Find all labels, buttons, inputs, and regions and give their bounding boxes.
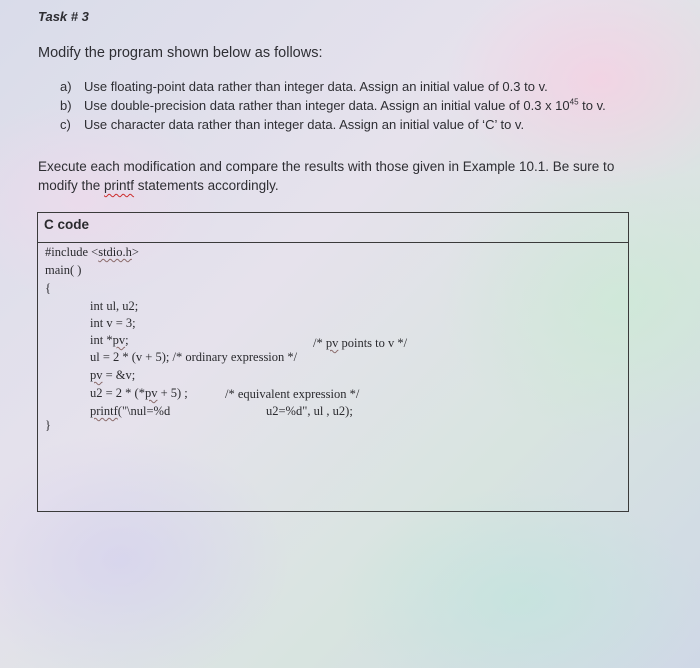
intro-text: Modify the program shown below as follows: bbox=[38, 45, 323, 61]
code-decl-1: int ul, u2; bbox=[90, 299, 139, 313]
code-include-line bbox=[45, 245, 139, 260]
code-comment-pv bbox=[313, 336, 407, 351]
step-letter: a) bbox=[60, 79, 72, 94]
code-header-label: C code bbox=[44, 217, 90, 232]
stmt3-var: pv bbox=[144, 386, 158, 400]
code-printf-line bbox=[90, 404, 170, 419]
step-text: Use character data rather than integer data. Assign an initial value of ‘C’ to v. bbox=[84, 117, 525, 132]
code-stmt-3 bbox=[90, 386, 188, 401]
step-exponent: 45 bbox=[569, 97, 579, 107]
comment-pv-prefix: /* bbox=[313, 336, 326, 350]
list-item bbox=[60, 115, 606, 134]
execute-instructions bbox=[38, 157, 648, 195]
code-main-line: main( ) bbox=[45, 263, 82, 277]
execute-line-1: Execute each modification and compare the results with those given in Example 10.1. Be sure to bbox=[38, 159, 615, 174]
stmt2-rest: = &v; bbox=[102, 368, 136, 382]
list-item bbox=[60, 96, 606, 115]
code-printf-tail: u2=%d", ul , u2); bbox=[266, 404, 353, 418]
include-prefix: #include < bbox=[45, 245, 99, 259]
code-decl-2: int v = 3; bbox=[90, 316, 136, 330]
printf-word: printf bbox=[104, 178, 135, 193]
code-close-brace: } bbox=[45, 418, 51, 432]
stmt2-var: pv bbox=[90, 368, 103, 382]
decl3-suffix: ; bbox=[125, 333, 129, 347]
modification-list bbox=[60, 77, 606, 134]
stmt3-prefix: u2 = 2 * (* bbox=[90, 386, 145, 400]
stmt3-suffix: + 5) ; bbox=[157, 386, 188, 400]
printf-call: printf bbox=[90, 404, 118, 418]
decl3-prefix: int * bbox=[90, 333, 113, 347]
printf-format: ("\nul=%d bbox=[117, 404, 171, 418]
code-stmt-2 bbox=[90, 368, 135, 383]
code-box bbox=[37, 212, 629, 512]
list-item bbox=[60, 77, 606, 96]
include-header: stdio.h bbox=[98, 245, 132, 259]
step-letter: c) bbox=[60, 117, 71, 132]
comment-pv-suffix: points to v */ bbox=[338, 336, 408, 350]
step-text: Use floating-point data rather than integer data. Assign an initial value of 0.3 to v. bbox=[84, 79, 548, 94]
code-stmt-1: ul = 2 * (v + 5); /* ordinary expression */ bbox=[90, 350, 298, 364]
execute-line-2-before: modify the bbox=[38, 178, 105, 193]
execute-line-2-after: statements accordingly. bbox=[134, 178, 279, 193]
code-header bbox=[38, 213, 628, 243]
comment-pv-var: pv bbox=[325, 336, 339, 350]
code-decl-3 bbox=[90, 333, 129, 348]
task-title: Task # 3 bbox=[38, 9, 89, 24]
code-comment-equiv: /* equivalent expression */ bbox=[225, 387, 360, 401]
step-letter: b) bbox=[60, 98, 72, 113]
execute-line-2 bbox=[38, 176, 648, 195]
decl3-var: pv bbox=[112, 333, 126, 347]
step-text-after: to v. bbox=[578, 98, 606, 113]
step-text-before: Use double-precision data rather than integer data. Assign an initial value of 0.3 x 10 bbox=[84, 98, 570, 113]
include-suffix: > bbox=[131, 245, 139, 259]
code-open-brace: { bbox=[45, 281, 51, 295]
step-text bbox=[84, 96, 606, 115]
